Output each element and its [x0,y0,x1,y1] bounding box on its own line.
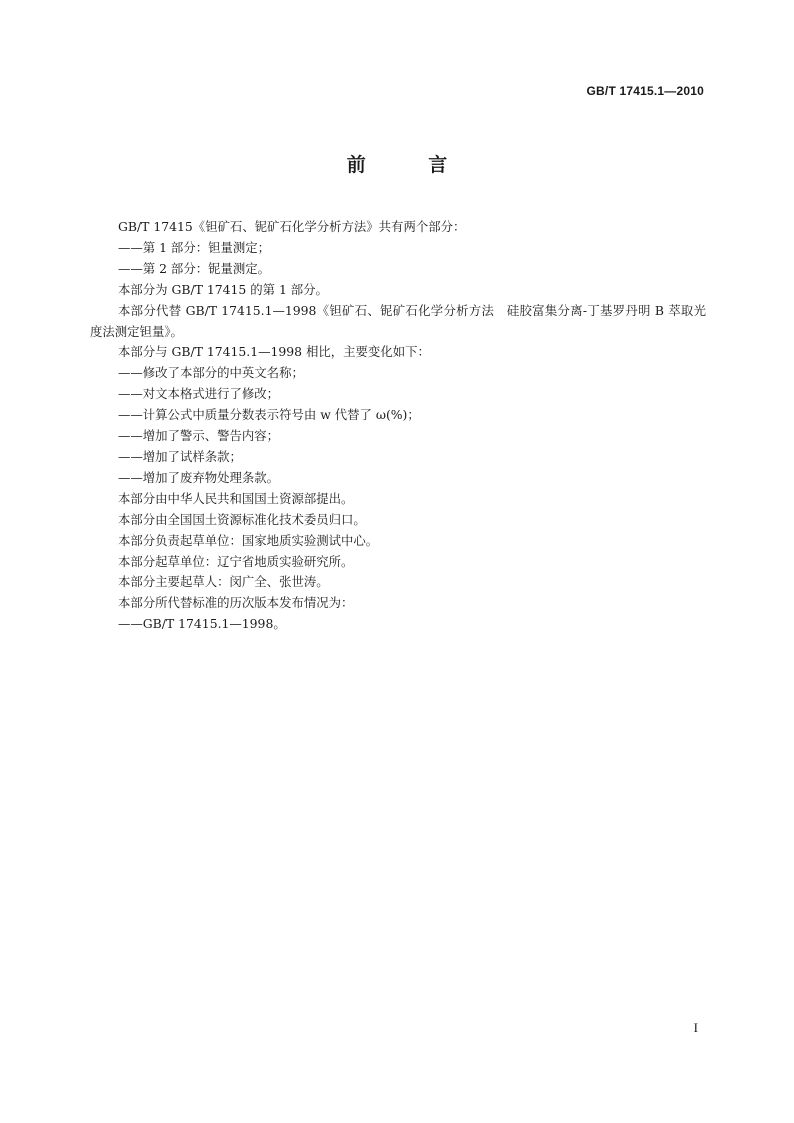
list-item: ——增加了警示、警告内容； [118,428,280,444]
paragraph: 本部分负责起草单位：国家地质实验测试中心。 [118,532,379,548]
page-title: 前 言 [346,154,476,176]
list-item: ——GB/T 17415.1—1998。 [118,616,286,632]
paragraph: 本部分由中华人民共和国国土资源部提出。 [118,490,354,506]
paragraph: GB/T 17415《钽矿石、铌矿石化学分析方法》共有两个部分： [118,219,466,234]
list-item: ——第 1 部分：钽量测定； [118,239,271,255]
list-item: ——对文本格式进行了修改； [118,386,280,402]
paragraph: 本部分为 GB/T 17415 的第 1 部分。 [118,281,328,297]
list-item: ——计算公式中质量分数表示符号由 w 代替了 ω(%)； [118,407,420,423]
paragraph: 本部分起草单位：辽宁省地质实验研究所。 [118,553,354,569]
list-item: ——增加了试样条款； [118,448,242,464]
paragraph: 本部分由全国国土资源标准化技术委员归口。 [118,511,366,527]
paragraph: 本部分所代替标准的历次版本发布情况为： [118,595,354,611]
foreword-body [90,217,706,635]
paragraph: 本部分与 GB/T 17415.1—1998 相比，主要变化如下： [118,344,430,360]
list-item: ——增加了废弃物处理条款。 [118,469,280,485]
standard-number: GB/T 17415.1—2010 [586,84,704,98]
list-item: ——修改了本部分的中英文名称； [118,365,304,381]
list-item: ——第 2 部分：铌量测定。 [118,260,271,276]
paragraph: 本部分主要起草人：闵广全、张世涛。 [118,574,329,590]
page-number: I [693,1020,698,1035]
paragraph: 本部分代替 GB/T 17415.1—1998《钽矿石、铌矿石化学分析方法 硅胶富集分离-丁基罗丹明 B 萃取光度法测定钽量》。 [90,302,706,339]
